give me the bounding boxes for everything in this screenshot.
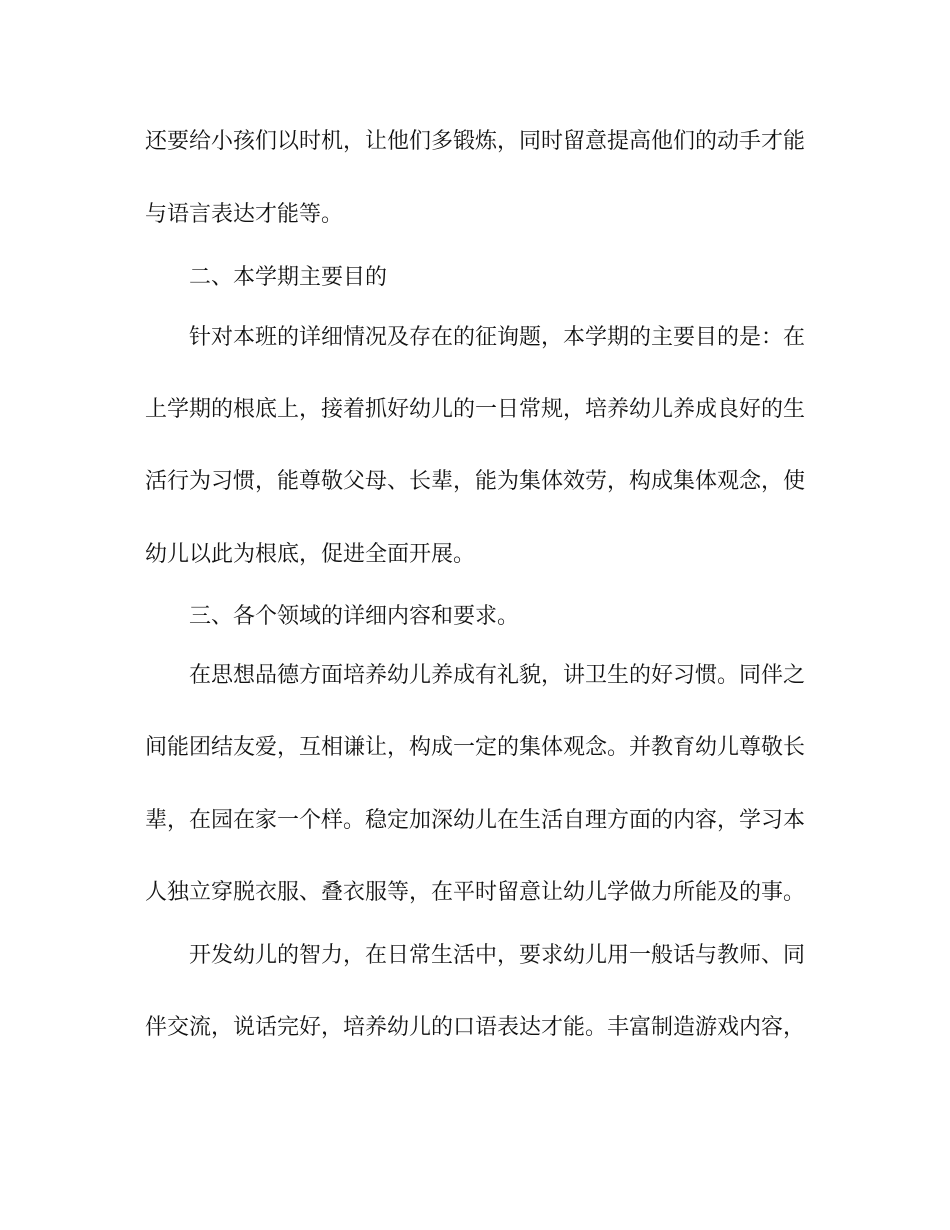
body-text-line: 还要给小孩们以时机，让他们多锻炼，同时留意提高他们的动手才能 [145, 129, 806, 154]
paragraph-start-line: 在思想品德方面培养幼儿养成有礼貌，讲卫生的好习惯。同伴之 [189, 663, 806, 688]
paragraph-start-line: 针对本班的详细情况及存在的征询题，本学期的主要目的是：在 [189, 325, 806, 350]
body-text-line: 幼儿以此为根底，促进全面开展。 [145, 542, 476, 567]
section-heading-domains: 三、各个领域的详细内容和要求。 [189, 604, 520, 629]
body-text-line: 上学期的根底上，接着抓好幼儿的一日常规，培养幼儿养成良好的生 [145, 397, 806, 422]
section-heading-goals: 二、本学期主要目的 [189, 265, 388, 290]
body-text-line: 间能团结友爱，互相谦让，构成一定的集体观念。并教育幼儿尊敬长 [145, 735, 806, 760]
body-text-line: 人独立穿脱衣服、叠衣服等，在平时留意让幼儿学做力所能及的事。 [145, 880, 806, 905]
paragraph-start-line: 开发幼儿的智力，在日常生活中，要求幼儿用一般话与教师、同 [189, 943, 806, 968]
body-text-line: 与语言表达才能等。 [145, 202, 344, 227]
body-text-line: 辈，在园在家一个样。稳定加深幼儿在生活自理方面的内容，学习本 [145, 808, 806, 833]
body-text-line: 活行为习惯，能尊敬父母、长辈，能为集体效劳，构成集体观念，使 [145, 469, 806, 494]
body-text-line: 伴交流，说话完好，培养幼儿的口语表达才能。丰富制造游戏内容， [145, 1015, 806, 1040]
